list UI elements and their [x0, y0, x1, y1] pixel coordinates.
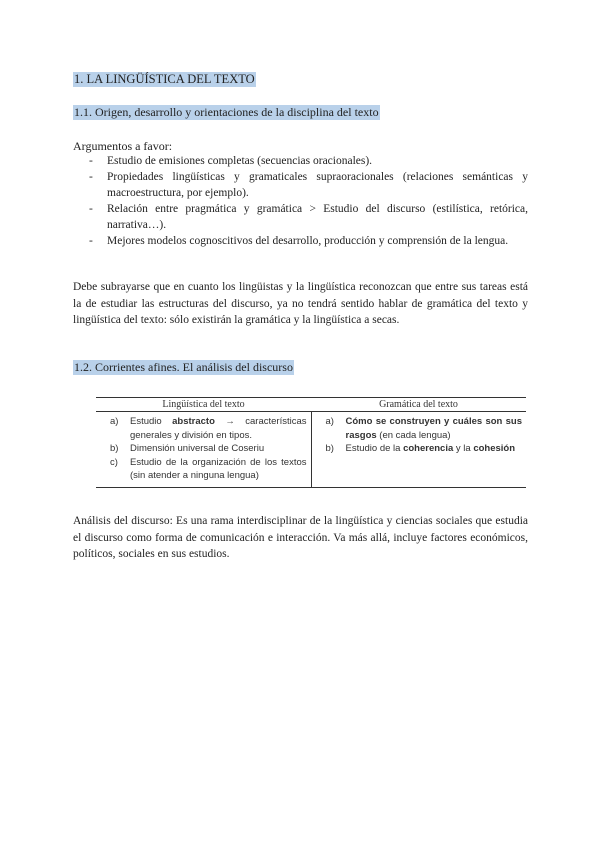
cell-text: Dimensión universal de Coseriu [130, 443, 265, 454]
list-marker: a) [110, 416, 119, 427]
table-cell-left [96, 412, 311, 488]
list-marker: b) [325, 443, 334, 454]
arguments-list [73, 153, 528, 249]
cell-text: Estudio de la organización de los textos (sin atender a ninguna lengua) [130, 456, 307, 481]
cell-bold-text: coherencia [403, 443, 454, 454]
list-item [316, 415, 523, 442]
section-1-paragraph: Debe subrayarse que en cuanto los lingüistas y la lingüística reconozcan que entre sus tareas está la de estudiar las estructuras del discurso, ya no tendrá sentido hablar de gramática del texto y lingüística del texto: sólo existirán la gramática y la lingüística a secas. [73, 281, 528, 326]
list-item [73, 169, 528, 201]
list-item-text: Relación entre pragmática y gramática > Estudio del discurso (estilística, retórica, narrativa…). [107, 203, 528, 231]
column-header-linguistica: Lingüística del texto [96, 398, 311, 412]
list-marker: c) [110, 456, 118, 468]
dash-marker: - [89, 171, 93, 183]
table-row [96, 412, 526, 488]
left-list [100, 415, 307, 483]
list-item [73, 233, 528, 249]
cell-text: y la [453, 443, 474, 454]
list-marker: a) [325, 416, 334, 427]
list-item [73, 153, 528, 169]
cell-text: (en cada lengua) [376, 429, 451, 441]
dash-marker: - [89, 155, 93, 167]
cell-bold-text: cohesión [473, 443, 516, 454]
list-item [100, 442, 307, 456]
section-1-title-text: 1.1. Origen, desarrollo y orientaciones de la disciplina del texto [74, 105, 379, 119]
arguments-intro: Argumentos a favor: [73, 139, 173, 153]
section-2-title-text: 1.2. Corrientes afines. El análisis del discurso [74, 360, 293, 374]
right-list [316, 415, 523, 456]
table-cell-right [311, 412, 526, 488]
comparison-table [96, 397, 526, 488]
heading-1-text: 1. LA LINGÜÍSTICA DEL TEXTO [74, 72, 255, 86]
column-header-gramatica: Gramática del texto [311, 398, 526, 412]
dash-marker: - [89, 235, 93, 247]
list-item-text: Estudio de emisiones completas (secuencias oracionales). [107, 155, 373, 167]
heading-1 [73, 72, 256, 87]
cell-text: Estudio de la [345, 443, 404, 454]
cell-text: → características generales y división en tipos. [130, 416, 307, 441]
list-item [100, 415, 307, 442]
table-header-row [96, 398, 526, 412]
cell-text: Estudio [130, 416, 173, 427]
list-item [73, 201, 528, 233]
section-2-paragraph: Análisis del discurso: Es una rama interdisciplinar de la lingüística y ciencias sociales que estudia el discurso como forma de comunicación e interacción. Va más allá, incluye factores económicos, políticos, sociales en sus estudios. [73, 515, 528, 560]
list-item-text: Propiedades lingüísticas y gramaticales supraoracionales (relaciones semánticas y macroestructura, por ejemplo). [107, 171, 528, 199]
cell-bold-text: abstracto [172, 416, 215, 427]
cell-bold-text: Cómo se construyen y cuáles son sus rasgos [345, 416, 522, 441]
list-item [100, 456, 307, 483]
list-marker: b) [110, 443, 119, 454]
list-item-text: Mejores modelos cognoscitivos del desarrollo, producción y comprensión de la lengua. [107, 235, 509, 247]
list-item [316, 442, 523, 456]
section-1-title [73, 105, 380, 120]
dash-marker: - [89, 203, 93, 215]
section-2-title [73, 360, 294, 375]
